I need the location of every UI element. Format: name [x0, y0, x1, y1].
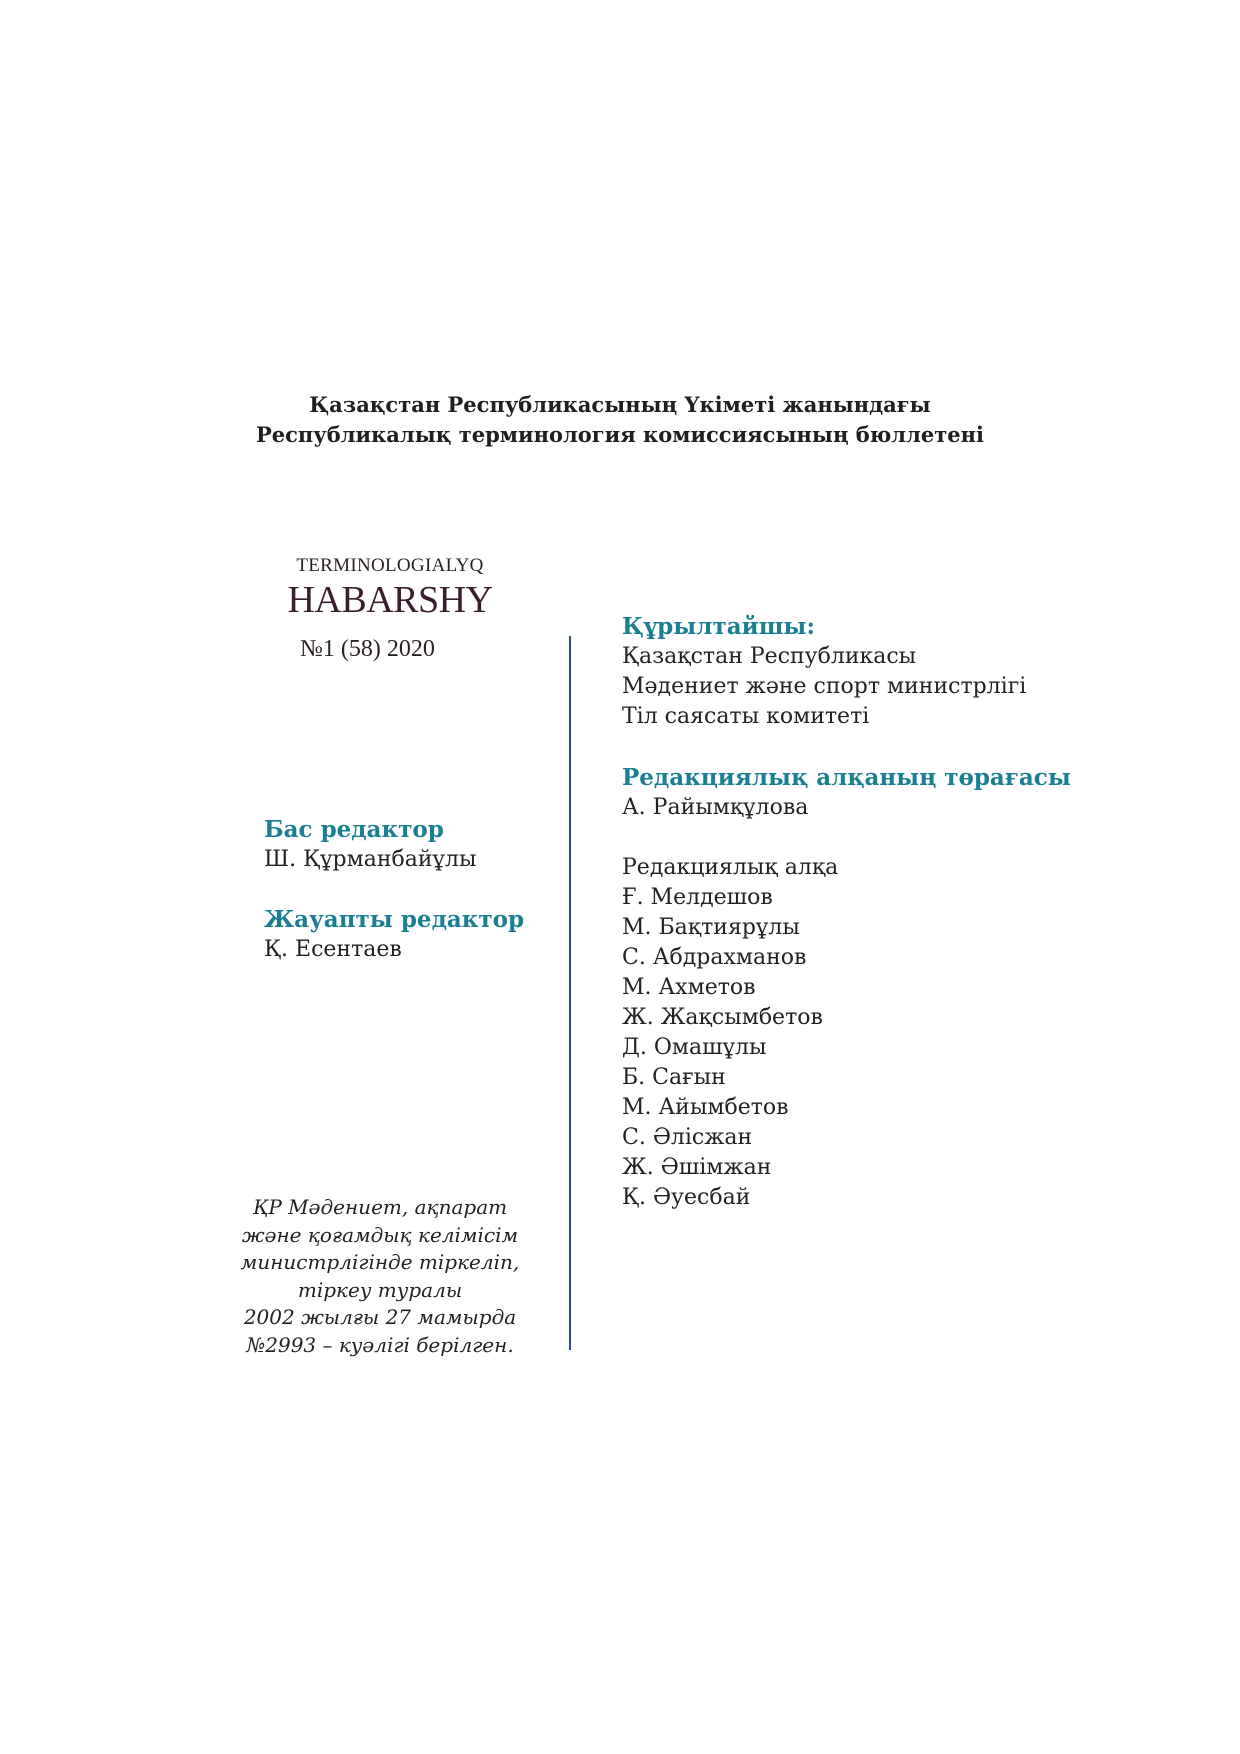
journal-logo — [270, 555, 510, 621]
board-chair-label: Редакциялық алқаның төрағасы — [622, 764, 1071, 791]
logo-top-text: TERMINOLOGIALYQ — [296, 555, 484, 576]
founder-block — [622, 612, 1026, 732]
founder-line: Қазақстан Республикасы — [622, 644, 917, 669]
board-block — [622, 853, 838, 1213]
founder-label: Құрылтайшы: — [622, 613, 815, 640]
board-member: М. Айымбетов — [622, 1095, 789, 1120]
column-divider — [569, 636, 571, 1350]
note-line: министрлігінде тіркеліп, — [240, 1250, 520, 1274]
board-member: Ғ. Мелдешов — [622, 885, 773, 910]
board-chair-name: А. Райымқұлова — [622, 795, 809, 820]
header-line-1: Қазақстан Республикасының Үкіметі жанындағы — [309, 392, 931, 417]
responsible-editor-block — [264, 905, 524, 965]
bulletin-header — [0, 390, 1240, 450]
logo-main-text: HABARSHY — [287, 579, 493, 621]
note-line: №2993 – куәлігі берілген. — [246, 1332, 514, 1357]
chief-editor-name: Ш. Құрманбайұлы — [264, 847, 477, 872]
header-line-2: Республикалық терминология комиссиясының бюллетені — [255, 422, 985, 447]
board-member: Ж. Жақсымбетов — [622, 1005, 823, 1030]
board-member: М. Ахметов — [622, 975, 756, 1000]
note-line: және қоғамдық келімісім — [241, 1222, 519, 1247]
board-member: Б. Сағын — [622, 1065, 726, 1090]
board-member: С. Абдрахманов — [622, 945, 807, 970]
board-member: Ж. Әшімжан — [622, 1155, 772, 1180]
board-label: Редакциялық алқа — [622, 855, 839, 880]
board-chair-block — [622, 763, 1071, 823]
issue-number: №1 (58) 2020 — [300, 636, 435, 662]
note-line: 2002 жылғы 27 мамырда — [243, 1305, 517, 1329]
board-member: М. Бақтиярұлы — [622, 915, 800, 940]
note-line: ҚР Мәдениет, ақпарат — [252, 1195, 508, 1219]
board-member: С. Әлісжан — [622, 1125, 753, 1150]
board-member: Д. Омашұлы — [622, 1035, 767, 1060]
board-member: Қ. Әуесбай — [622, 1185, 751, 1210]
responsible-editor-name: Қ. Есентаев — [264, 937, 402, 962]
note-line: тіркеу туралы — [297, 1277, 463, 1302]
registration-note — [230, 1194, 530, 1359]
founder-line: Мәдениет және спорт министрлігі — [622, 674, 1027, 699]
responsible-editor-label: Жауапты редактор — [264, 906, 525, 933]
chief-editor-block — [264, 815, 476, 875]
chief-editor-label: Бас редактор — [264, 816, 444, 843]
founder-line: Тіл саясаты комитеті — [622, 704, 870, 729]
